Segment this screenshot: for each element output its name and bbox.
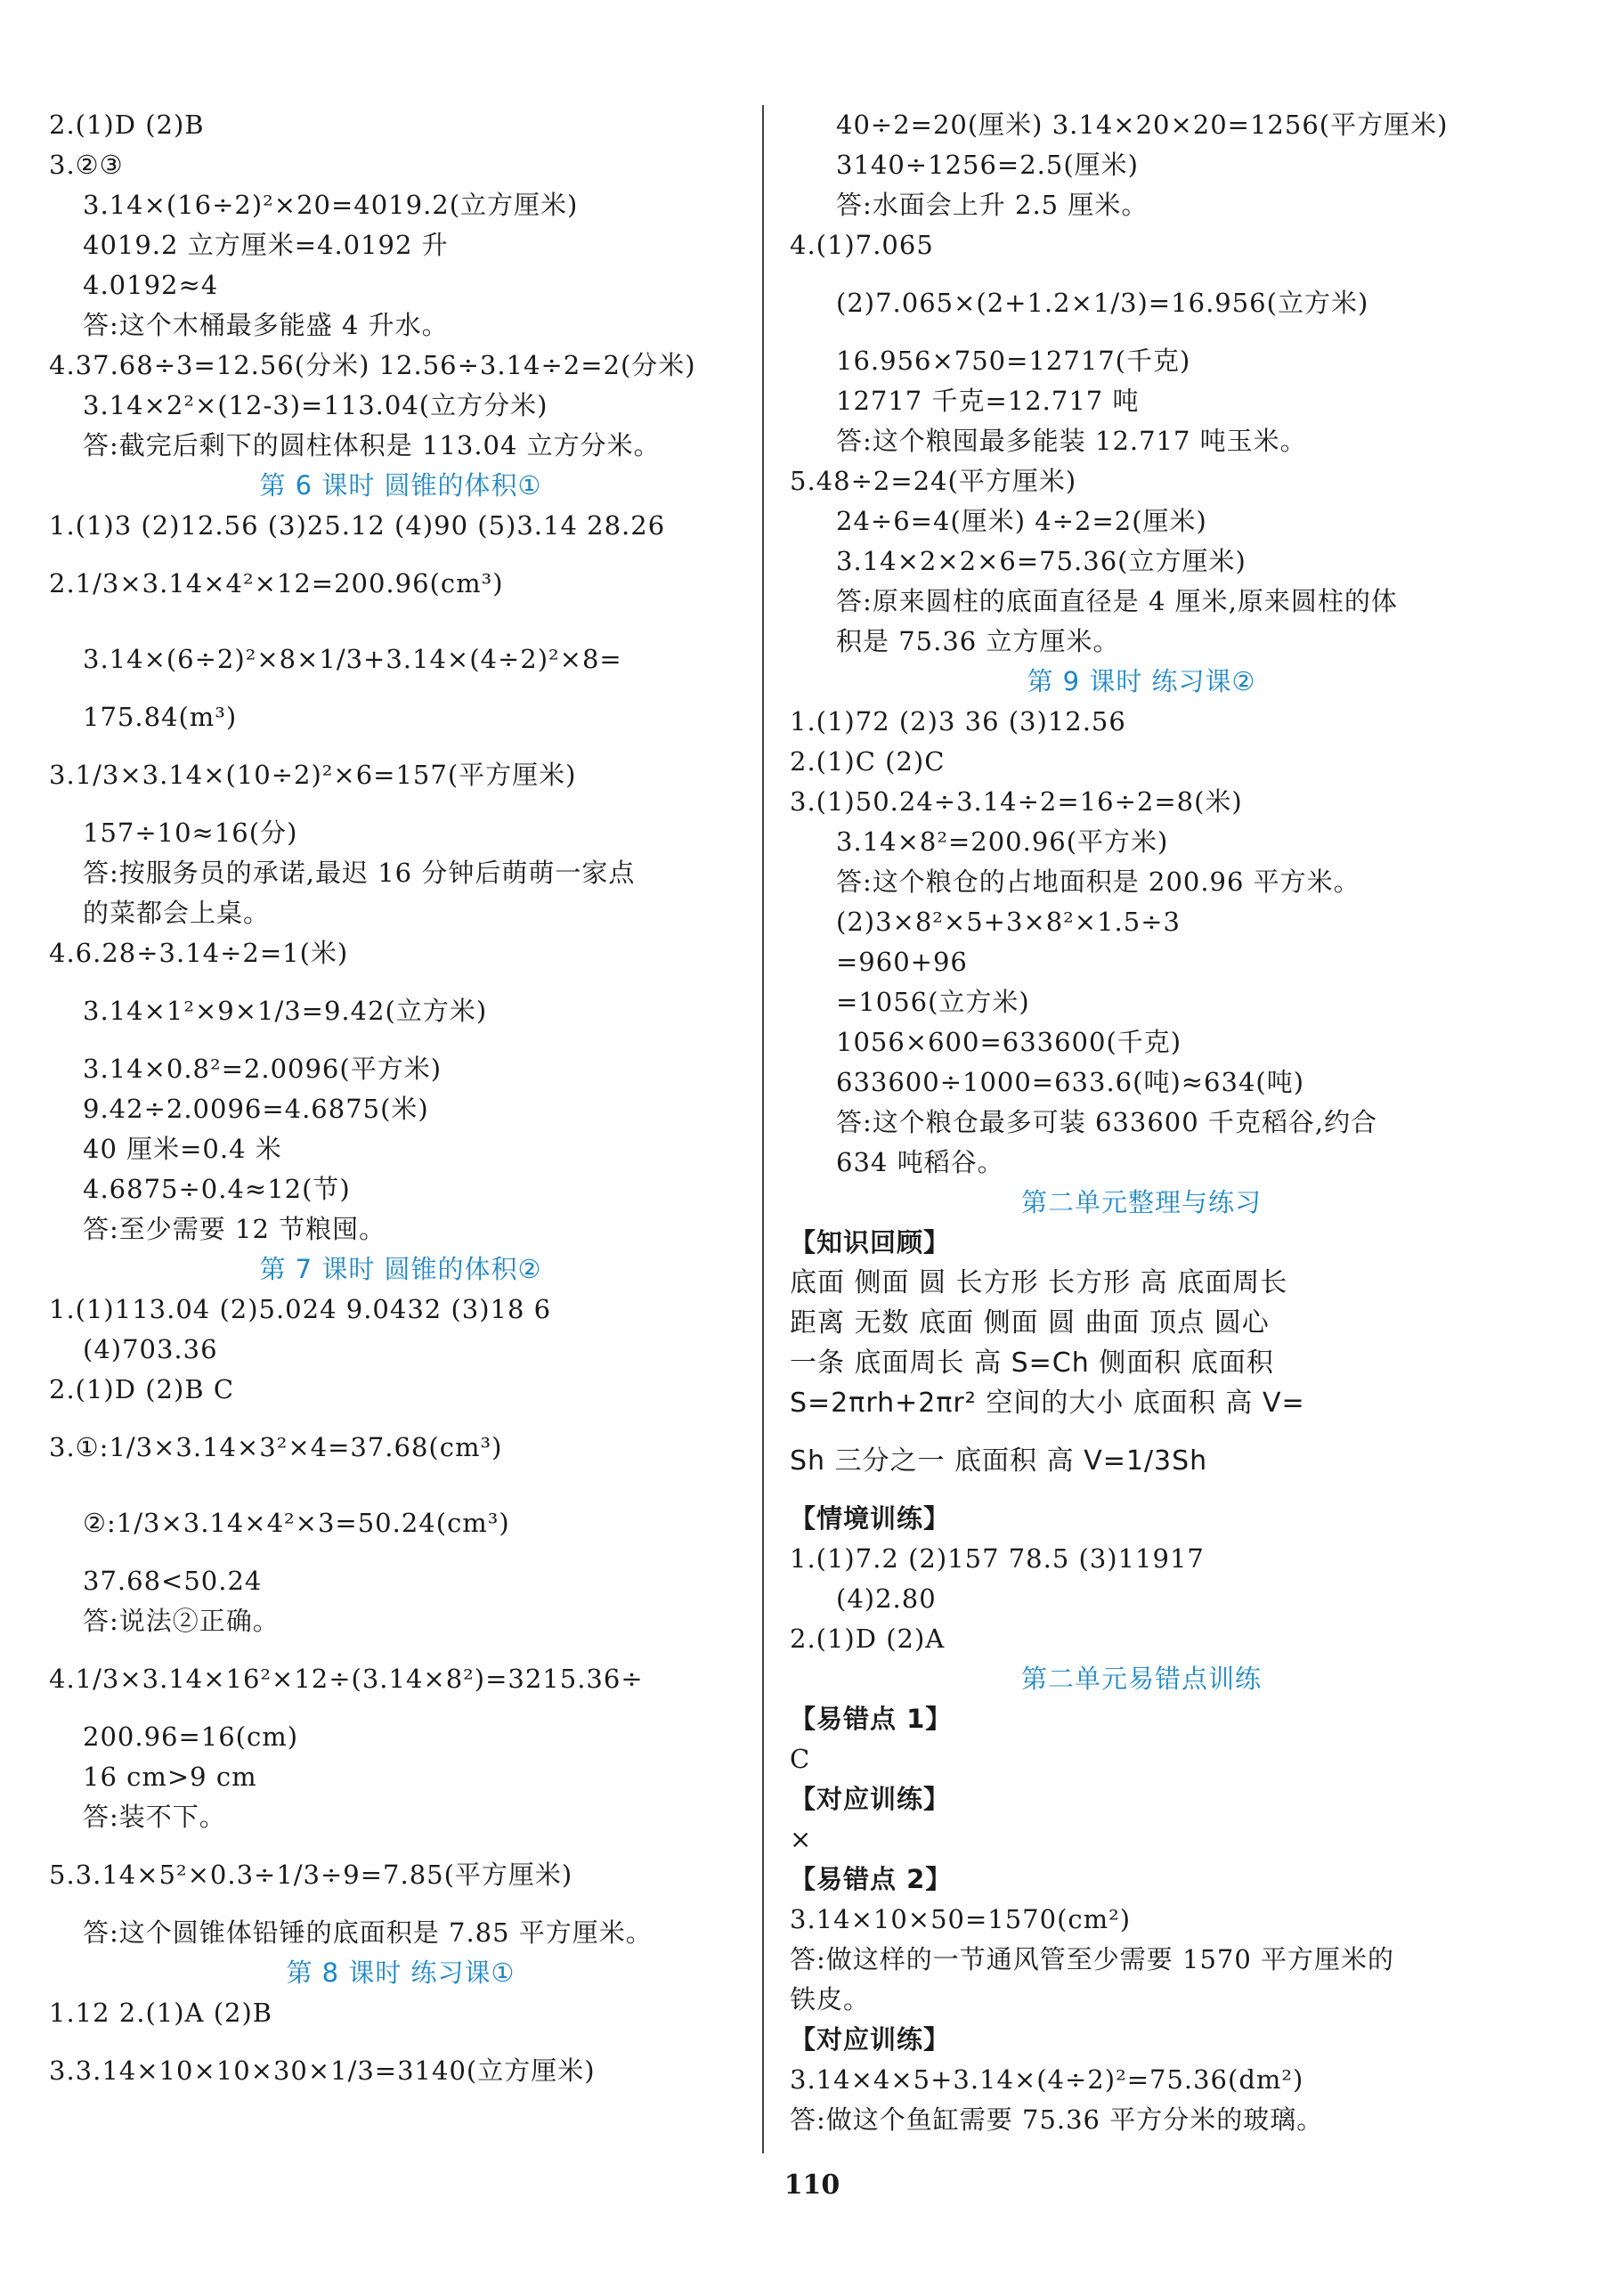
answer-line: 16.956×750=12717(千克) bbox=[836, 346, 1191, 376]
answer-line: 答:这个圆锥体铅锤的底面积是 7.85 平方厘米。 bbox=[83, 1917, 653, 1948]
answer-line: 157÷10≈16(分) bbox=[83, 818, 298, 848]
answer-line: × bbox=[790, 1824, 813, 1854]
answer-line: 答:做这样的一节通风管至少需要 1570 平方厘米的 bbox=[790, 1944, 1395, 1974]
glossary-line: 距离 无数 底面 侧面 圆 曲面 顶点 圆心 bbox=[790, 1307, 1270, 1339]
answer-line: 40 厘米=0.4 米 bbox=[83, 1134, 282, 1164]
answer-line: 答:按服务员的承诺,最迟 16 分钟后萌萌一家点 bbox=[83, 858, 636, 888]
answer-line: =960+96 bbox=[836, 947, 968, 977]
answer-line: C bbox=[790, 1744, 811, 1774]
answer-line: 答:截完后剩下的圆柱体积是 113.04 立方分米。 bbox=[83, 430, 661, 460]
answer-line: 答:这个粮仓的占地面积是 200.96 平方米。 bbox=[836, 867, 1360, 897]
answer-line: 4.6.28÷3.14÷2=1(米) bbox=[49, 938, 349, 968]
answer-line: (2)3×8²×5+3×8²×1.5÷3 bbox=[836, 907, 1181, 937]
answer-line: 3140÷1256=2.5(厘米) bbox=[836, 150, 1139, 180]
answer-line: 3.14×0.8²=2.0096(平方米) bbox=[83, 1054, 443, 1084]
answer-line: 答:这个粮仓最多可装 633600 千克稻谷,约合 bbox=[836, 1107, 1378, 1137]
answer-line: (2)7.065×(2+1.2×1/3)=16.956(立方米) bbox=[836, 288, 1369, 318]
section-label: 【情境训练】 bbox=[790, 1503, 951, 1534]
answer-line: 1.(1)7.2 (2)157 78.5 (3)11917 bbox=[790, 1543, 1205, 1574]
answer-line: 1.12 2.(1)A (2)B bbox=[49, 1998, 273, 2028]
answer-line: 答:这个木桶最多能盛 4 升水。 bbox=[83, 310, 449, 340]
left-column bbox=[49, 105, 752, 2109]
answer-line: 175.84(m³) bbox=[83, 702, 238, 732]
answer-line: 2.1/3×3.14×4²×12=200.96(cm³) bbox=[49, 568, 504, 598]
section-label: 【易错点 2】 bbox=[790, 1864, 953, 1894]
answer-line: 1056×600=633600(千克) bbox=[836, 1027, 1182, 1057]
answer-line: 答:至少需要 12 节粮囤。 bbox=[83, 1214, 386, 1244]
glossary-line: Sh 三分之一 底面积 高 V=1/3Sh bbox=[790, 1445, 1208, 1477]
answer-line: 3.14×1²×9×1/3=9.42(立方米) bbox=[83, 996, 488, 1026]
answer-line: 5.3.14×5²×0.3÷1/3÷9=7.85(平方厘米) bbox=[49, 1860, 573, 1890]
answer-line: 12717 千克=12.717 吨 bbox=[836, 386, 1140, 416]
answer-line: 3.1/3×3.14×(10÷2)²×6=157(平方厘米) bbox=[49, 760, 577, 790]
answer-line: 3.3.14×10×10×30×1/3=3140(立方厘米) bbox=[49, 2055, 596, 2086]
page-number: 110 bbox=[784, 2169, 840, 2201]
glossary-line: 底面 侧面 圆 长方形 长方形 高 底面周长 bbox=[790, 1267, 1288, 1298]
answer-line: 40÷2=20(厘米) 3.14×20×20=1256(平方厘米) bbox=[836, 110, 1449, 140]
answer-line: 3.①:1/3×3.14×3²×4=37.68(cm³) bbox=[49, 1432, 503, 1462]
section-label: 【知识回顾】 bbox=[790, 1227, 951, 1258]
answer-line: 16 cm>9 cm bbox=[83, 1762, 257, 1792]
answer-line: 4.(1)7.065 bbox=[790, 230, 934, 260]
right-column bbox=[790, 105, 1493, 2140]
answer-line: 3.14×10×50=1570(cm²) bbox=[790, 1904, 1132, 1934]
answer-line: (4)2.80 bbox=[836, 1583, 937, 1614]
answer-line: 24÷6=4(厘米) 4÷2=2(厘米) bbox=[836, 506, 1207, 536]
lesson-heading: 第 7 课时 圆锥的体积② bbox=[259, 1254, 542, 1284]
answer-line: 3.14×(6÷2)²×8×1/3+3.14×(4÷2)²×8= bbox=[83, 644, 622, 674]
answer-line: 1.(1)113.04 (2)5.024 9.0432 (3)18 6 bbox=[49, 1294, 552, 1324]
answer-line: 答:做这个鱼缸需要 75.36 平方分米的玻璃。 bbox=[790, 2104, 1324, 2135]
answer-line: 37.68<50.24 bbox=[83, 1566, 263, 1596]
answer-line: 答:水面会上升 2.5 厘米。 bbox=[836, 190, 1149, 220]
section-label: 【对应训练】 bbox=[790, 2024, 951, 2055]
answer-line: 铁皮。 bbox=[790, 1984, 871, 2014]
section-label: 【易错点 1】 bbox=[790, 1704, 953, 1734]
lesson-heading: 第 9 课时 练习课② bbox=[1027, 666, 1256, 696]
answer-line: 4.1/3×3.14×16²×12÷(3.14×8²)=3215.36÷ bbox=[49, 1664, 644, 1694]
section-label: 【对应训练】 bbox=[790, 1784, 951, 1814]
answer-line: 633600÷1000=633.6(吨)≈634(吨) bbox=[836, 1067, 1305, 1097]
answer-line: 答:装不下。 bbox=[83, 1802, 226, 1832]
answer-line: 4.37.68÷3=12.56(分米) 12.56÷3.14÷2=2(分米) bbox=[49, 350, 696, 380]
column-divider bbox=[762, 105, 764, 2153]
answer-line: 1.(1)3 (2)12.56 (3)25.12 (4)90 (5)3.14 28.26 bbox=[49, 510, 666, 541]
answer-line: 2.(1)D (2)A bbox=[790, 1624, 946, 1654]
answer-line: 3.14×2²×(12-3)=113.04(立方分米) bbox=[83, 390, 548, 420]
answer-line: 9.42÷2.0096=4.6875(米) bbox=[83, 1094, 429, 1124]
answer-line: =1056(立方米) bbox=[836, 987, 1030, 1017]
answer-line: 4.6875÷0.4≈12(节) bbox=[83, 1174, 351, 1204]
answer-line: 3.14×(16÷2)²×20=4019.2(立方厘米) bbox=[83, 190, 579, 220]
answer-line: 3.14×4×5+3.14×(4÷2)²=75.36(dm²) bbox=[790, 2064, 1304, 2095]
answer-line: 3.14×2×2×6=75.36(立方厘米) bbox=[836, 546, 1246, 576]
answer-line: 3.②③ bbox=[49, 150, 124, 180]
lesson-heading: 第 6 课时 圆锥的体积① bbox=[259, 470, 542, 501]
answer-line: ②:1/3×3.14×4²×3=50.24(cm³) bbox=[83, 1508, 510, 1538]
glossary-line: S=2πrh+2πr² 空间的大小 底面积 高 V= bbox=[790, 1388, 1305, 1419]
answer-line: 634 吨稻谷。 bbox=[836, 1147, 1004, 1177]
lesson-heading: 第二单元整理与练习 bbox=[1020, 1187, 1262, 1217]
answer-line: (4)703.36 bbox=[83, 1334, 218, 1364]
answer-line: 3.14×8²=200.96(平方米) bbox=[836, 826, 1169, 857]
answer-line: 的菜都会上桌。 bbox=[83, 898, 271, 928]
answer-line: 4019.2 立方厘米=4.0192 升 bbox=[83, 230, 449, 260]
answer-line: 2.(1)D (2)B bbox=[49, 110, 205, 140]
lesson-heading: 第二单元易错点训练 bbox=[1020, 1664, 1262, 1694]
answer-line: 答:原来圆柱的底面直径是 4 厘米,原来圆柱的体 bbox=[836, 586, 1398, 616]
answer-line: 3.(1)50.24÷3.14÷2=16÷2=8(米) bbox=[790, 786, 1243, 817]
answer-line: 积是 75.36 立方厘米。 bbox=[836, 626, 1120, 656]
answer-line: 1.(1)72 (2)3 36 (3)12.56 bbox=[790, 706, 1126, 737]
answer-line: 答:这个粮囤最多能装 12.717 吨玉米。 bbox=[836, 426, 1307, 456]
answer-line: 2.(1)C (2)C bbox=[790, 746, 946, 777]
answer-line: 5.48÷2=24(平方厘米) bbox=[790, 466, 1077, 496]
answer-line: 200.96=16(cm) bbox=[83, 1721, 299, 1752]
answer-line: 4.0192≈4 bbox=[83, 270, 219, 300]
answer-line: 2.(1)D (2)B C bbox=[49, 1374, 235, 1404]
lesson-heading: 第 8 课时 练习课① bbox=[286, 1957, 516, 1988]
answer-line: 答:说法②正确。 bbox=[83, 1606, 280, 1636]
glossary-line: 一条 底面周长 高 S=Ch 侧面积 底面积 bbox=[790, 1347, 1274, 1379]
